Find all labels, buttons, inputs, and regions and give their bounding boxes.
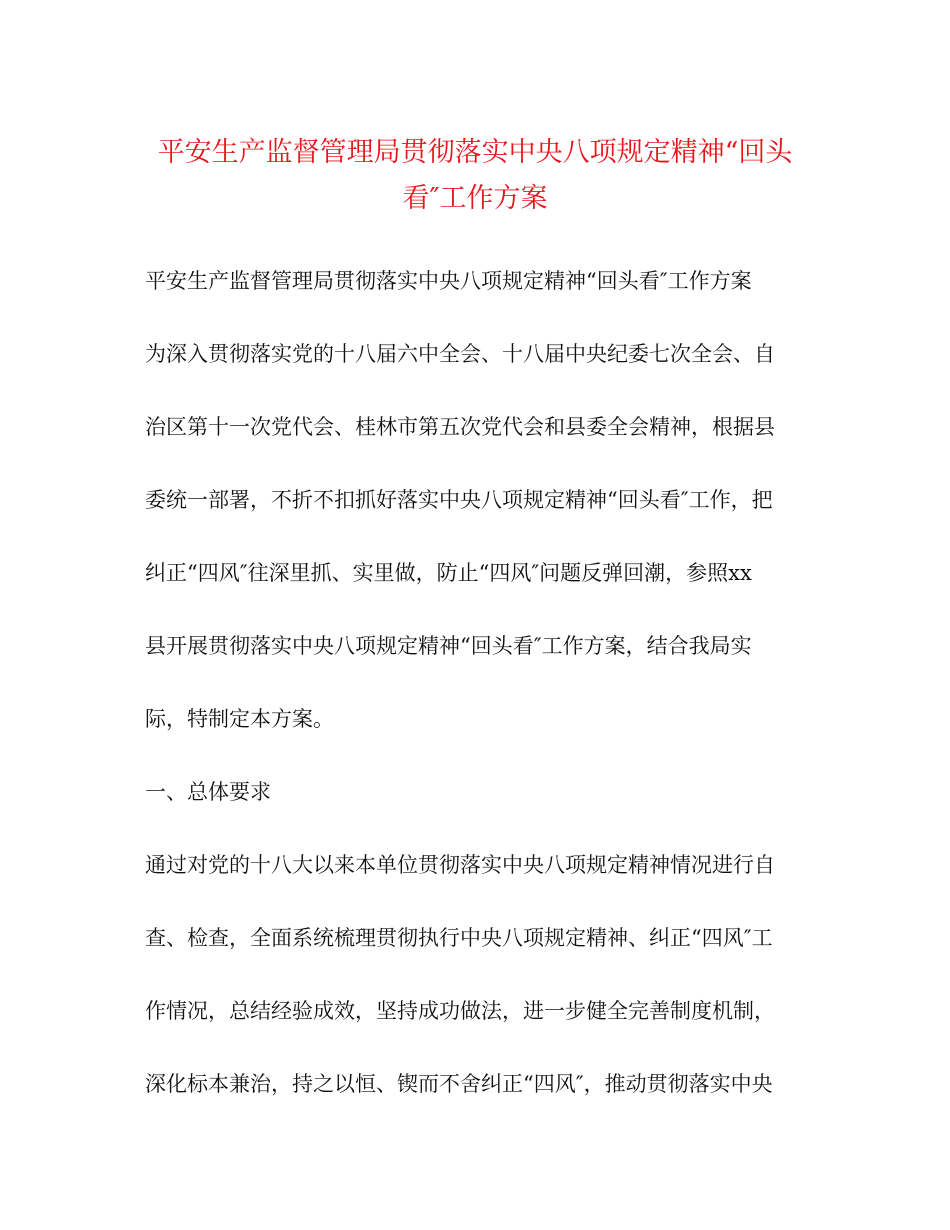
body-line: 县开展贯彻落实中央八项规定精神“回头看″工作方案，结合我局实 (145, 634, 752, 658)
body-line: 纠正“四风″往深里抓、实里做，防止“四风″问题反弹回潮，参照xx (145, 561, 752, 585)
title-line-1: 平安生产监督管理局贯彻落实中央八项规定精神“回头 (157, 137, 793, 168)
body-line: 平安生产监督管理局贯彻落实中央八项规定精神“回头看″工作方案 (145, 269, 752, 293)
body-line: 查、检查，全面系统梳理贯彻执行中央八项规定精神、纠正“四风″工 (145, 926, 773, 950)
section-heading: 一、总体要求 (145, 780, 271, 804)
body-line: 际，特制定本方案。 (145, 707, 334, 731)
document-title (120, 130, 830, 222)
document-body (145, 260, 810, 1136)
body-line: 委统一部署，不折不扣抓好落实中央八项规定精神“回头看″工作，把 (145, 488, 773, 512)
body-line: 为深入贯彻落实党的十八届六中全会、十八届中央纪委七次全会、自 (145, 342, 775, 366)
body-line: 通过对党的十八大以来本单位贯彻落实中央八项规定精神情况进行自 (145, 853, 775, 877)
title-line-2: 看″工作方案 (402, 183, 548, 214)
body-line: 作情况，总结经验成效，坚持成功做法，进一步健全完善制度机制， (145, 999, 775, 1023)
body-line: 深化标本兼治，持之以恒、锲而不舍纠正“四风″，推动贯彻落实中央 (145, 1072, 773, 1096)
body-line: 治区第十一次党代会、桂林市第五次党代会和县委全会精神，根据县 (145, 415, 775, 439)
